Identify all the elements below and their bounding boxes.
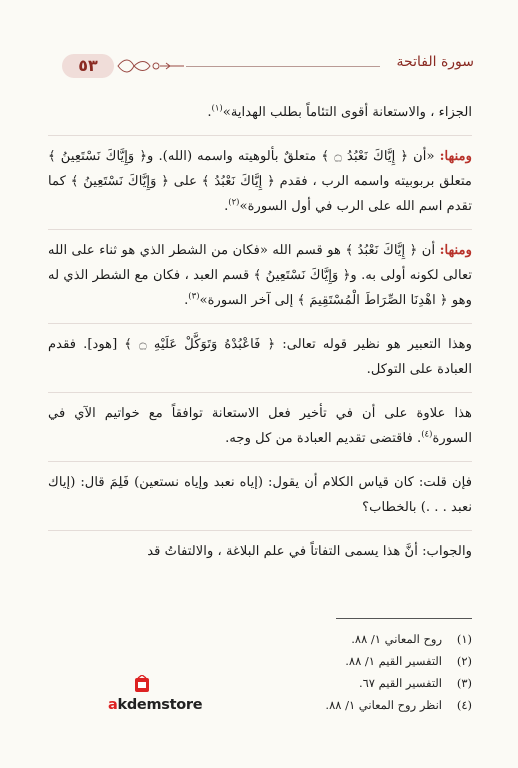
book-logo-icon — [134, 675, 150, 693]
paragraph-1: الجزاء ، والاستعانة أقوى التئاماً بطلب الهداية»$^{(١)}$. — [207, 103, 472, 120]
paragraph-4: وهذا التعبير هو نظير قوله تعالى: ﴿ فَاعْبُدْهُ وَتَوَكَّلْ عَلَيْهِ ۝ ﴾ [هود]. فقدم العبادة على التوكل. — [48, 323, 472, 382]
paragraph-6: فإن قلت: كان قياس الكلام أن يقول: (إياه نعبد وإياه نستعين) فَلِمَ قال: (إياك نعبد . . .) بالخطاب؟ — [48, 461, 472, 520]
footnote-item: (٣)التفسير القيم ٦٧. — [358, 676, 472, 690]
ornament-icon — [116, 57, 186, 75]
paragraph-7: والجواب: أنَّ هذا يسمى التفاتاً في علم البلاغة ، والالتفاتُ قد — [48, 530, 472, 564]
footnote-ref: (٣) — [188, 291, 200, 302]
footnote-ref: (١) — [211, 103, 223, 114]
footnote-ref: (٢) — [228, 197, 240, 208]
footnote-ref: (٤) — [421, 429, 433, 440]
paragraph-5: هذا علاوة على أن في تأخير فعل الاستعانة توافقاً مع خواتيم الآي في السورة$^{(٤)}$. فاقتضى تقديم العبادة من كل وجه. — [48, 392, 472, 451]
footnote-item: (١)روح المعاني ١/ ٨٨. — [351, 632, 472, 646]
main-text — [48, 100, 472, 574]
footnote-item: (٤)انظر روح المعاني ١/ ٨٨. — [325, 698, 472, 712]
watermark — [108, 675, 203, 723]
footnote-rule — [336, 618, 472, 619]
header-rule — [186, 66, 380, 67]
footnote-item: (٢)التفسير القيم ١/ ٨٨. — [345, 654, 472, 668]
paragraph-3: ومنها: أن ﴿ إِيَّاكَ نَعْبُدُ ﴾ هو قسم الله «فكان من الشطر الذي هو ثناء على الله تعالى لكونه أولى به. و﴿ وَإِيَّاكَ نَسْتَعِينُ ﴾ قسم العبد ، فكان مع الشطر الذي له وهو ﴿ اهْدِنَا الصِّرَاطَ الْمُسْتَقِيمَ ﴾ إلى آخر السورة»$^{(٣)}$. — [48, 229, 472, 313]
page-header — [62, 54, 474, 80]
footnotes — [200, 628, 472, 716]
paragraph-2: ومنها: «أن ﴿ إِيَّاكَ نَعْبُدُ ۝ ﴾ متعلقٌ بألوهيته واسمه (الله). و﴿ وَإِيَّاكَ نَسْتَعِينُ ﴾ متعلق بربوبيته واسمه الرب ، فقدم ﴿ إِيَّاكَ نَعْبُدُ ﴾ على ﴿ وَإِيَّاكَ نَسْتَعِينُ ﴾ كما تقدم اسم الله على الرب في أول السورة»$^{(٢)}$. — [48, 135, 472, 219]
paragraph-lead: ومنها: — [439, 149, 472, 164]
paragraph-lead: ومنها: — [439, 243, 472, 258]
surah-title: سورة الفاتحة — [396, 54, 474, 70]
page-number: ٥٣ — [62, 54, 114, 78]
watermark-text: akdemstore — [108, 697, 203, 713]
